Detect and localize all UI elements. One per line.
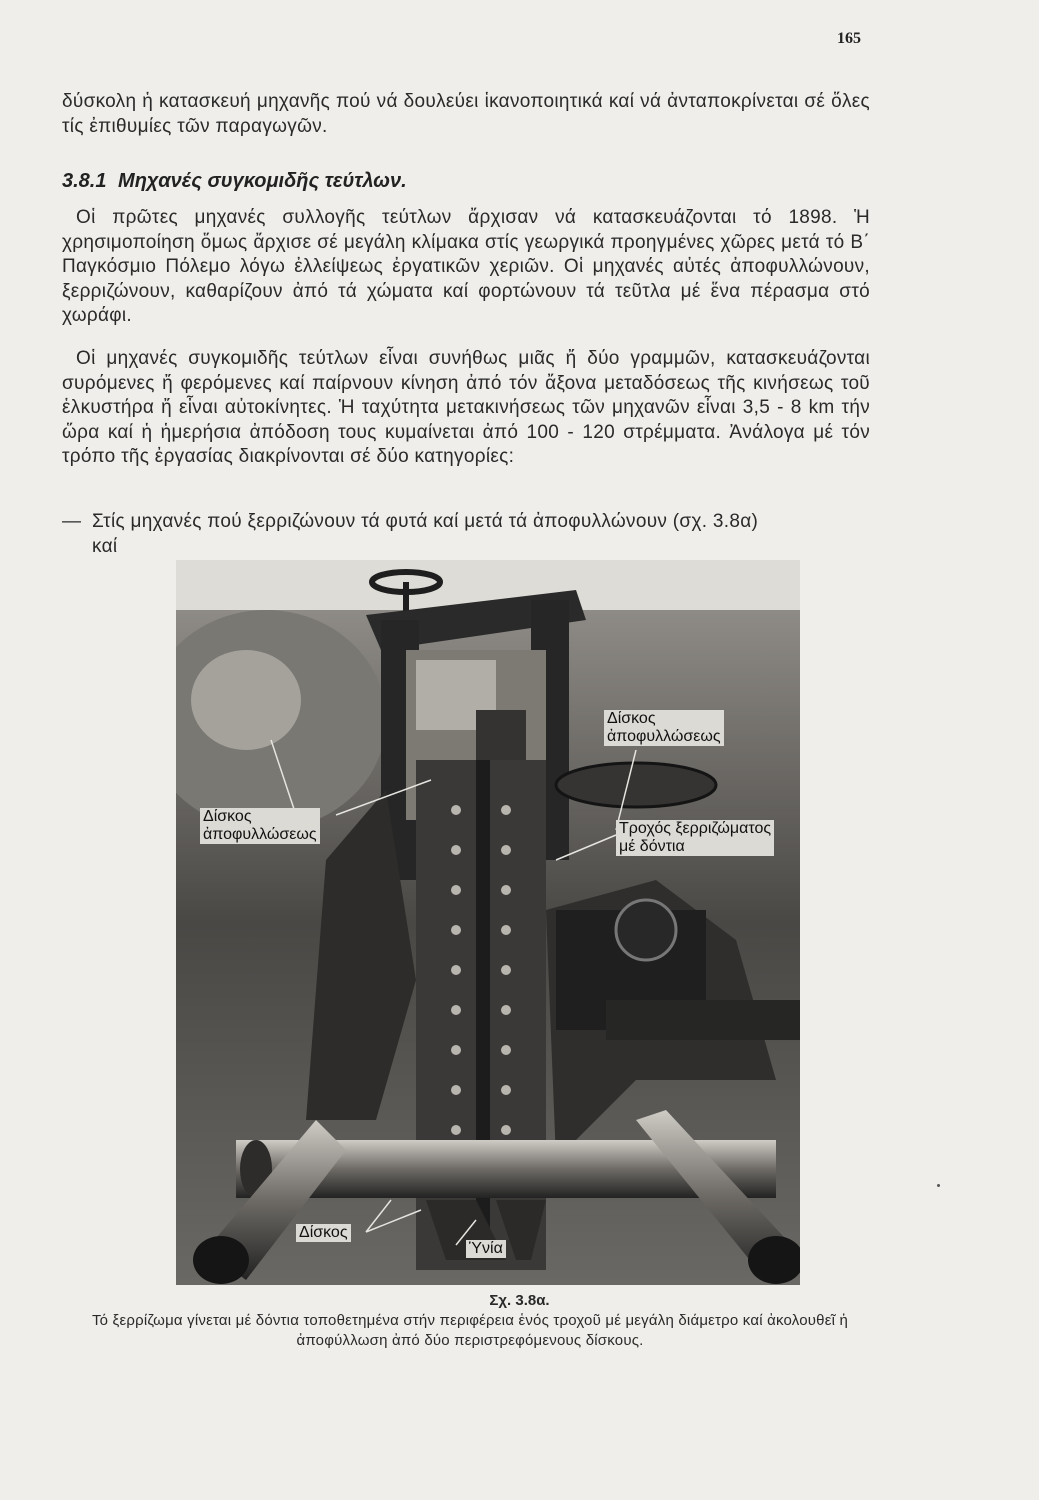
label-disc-right-line1: Δίσκος <box>607 710 656 727</box>
label-disc-left <box>200 808 320 844</box>
section-number: 3.8.1 <box>62 170 107 192</box>
paragraph-history: Οἱ πρῶτες μηχανές συλλογῆς τεύτλων ἄρχισαν νά κατασκευάζονται τό 1898. Ἡ χρησιμοποίηση ὅμως ἄρχισε σέ μεγάλη κλίμακα στίς γεωργικά προηγμένες χῶρες μετά τό Β΄ Παγκόσμιο Πόλεμο λόγω ἐλλείψεως ἐργατικῶν χεριῶν. Οἱ μηχανές αὐτές ἀποφυλλώνουν, ξερριζώνουν, καθαρίζουν ἀπό τά χώματα καί φορτώνουν τά τεῦτλα μέ ἕνα πέρασμα στό χωράφι. <box>62 207 870 326</box>
machine-illustration <box>176 560 800 1285</box>
section-heading <box>62 170 407 193</box>
label-wheel-line2: μέ δόντια <box>619 838 685 855</box>
machine-photo <box>176 560 800 1285</box>
bullet-dash: — <box>62 511 82 532</box>
scan-speck <box>937 1184 940 1187</box>
bullet-text: Στίς μηχανές πού ξερριζώνουν τά φυτά καί μετά τά ἀποφυλλώνουν (σχ. 3.8α) <box>92 511 759 532</box>
paragraph-types: Οἱ μηχανές συγκομιδῆς τεύτλων εἶναι συνήθως μιᾶς ἤ δύο γραμμῶν, κατασκευάζονται συρόμενες ἤ φερόμενες καί παίρνουν κίνηση ἀπό τόν ἄξονα μεταδόσεως τῆς κινήσεως τοῦ ἑλκυστήρα ἤ εἶναι αὐτοκίνητες. Ἡ ταχύτητα μετακινήσεως τῶν μηχανῶν εἶναι 3,5 - 8 km τήν ὥρα καί ἡ ἡμερήσια ἀπόδοση τους κυμαίνεται ἀπό 100 - 120 στρέμματα. Ἀνάλογα μέ τόν τρόπο τῆς ἐργασίας διακρίνονται σέ δύο κατηγορίες: <box>62 348 870 467</box>
label-disc-left-line1: Δίσκος <box>203 808 252 825</box>
figure-caption-text: Τό ξερρίζωμα γίνεται μέ δόντια τοποθετημένα στήν περιφέρεια ἑνός τροχοῦ μέ μεγάλη διάμετρο καί ἀκολουθεῖ ἡ ἀποφύλλωση ἀπό δύο περιστρεφόμενους δίσκους. <box>91 1312 849 1349</box>
section-title: Μηχανές συγκομιδῆς τεύτλων. <box>118 170 407 192</box>
figure-caption-title: Σχ. 3.8α. <box>489 1292 550 1309</box>
bullet-continuation: καί <box>92 535 118 557</box>
label-toothed-wheel <box>616 820 774 856</box>
label-disc-right <box>604 710 724 746</box>
label-disc-bottom: Δίσκος <box>296 1224 351 1242</box>
bullet-item <box>62 510 870 559</box>
intro-paragraph: δύσκολη ἡ κατασκευή μηχανῆς πού νά δουλεύει ἱκανοποιητικά καί νά ἀνταποκρίνεται σέ ὅλες τίς ἐπιθυμίες τῶν παραγωγῶν. <box>62 91 870 137</box>
label-wheel-line1: Τροχός ξερριζώματος <box>619 820 772 837</box>
label-angle: Ὑνία <box>466 1240 506 1258</box>
page-number: 165 <box>837 30 861 47</box>
label-disc-left-line2: ἀποφυλλώσεως <box>203 826 317 843</box>
label-disc-right-line2: ἀποφυλλώσεως <box>607 728 721 745</box>
